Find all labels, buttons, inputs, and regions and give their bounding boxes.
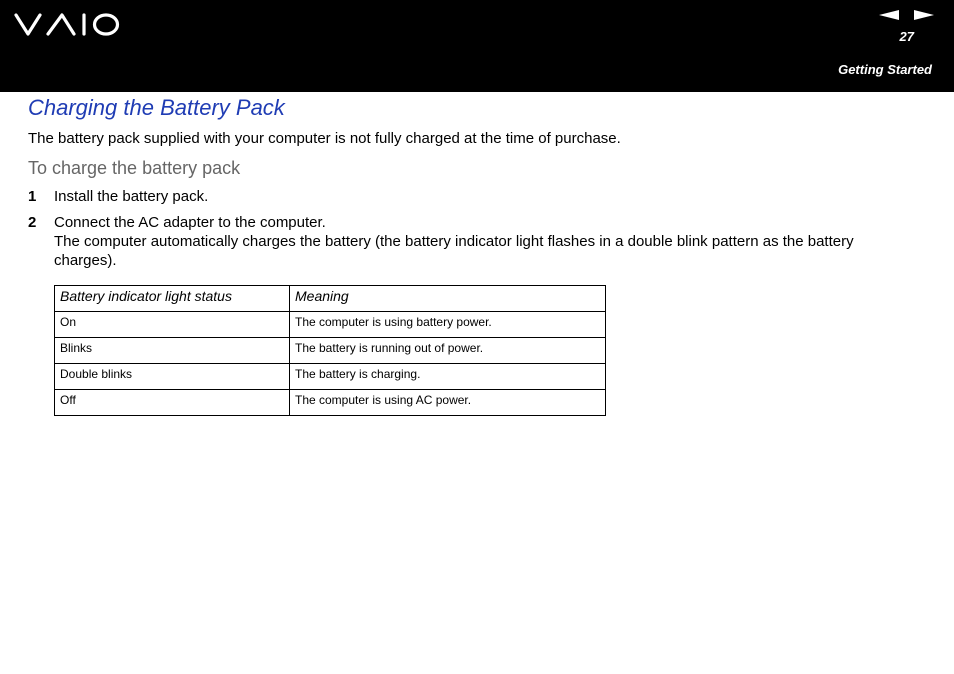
vaio-logo: [14, 12, 120, 38]
step-text: [54, 213, 914, 270]
table-row: [55, 364, 606, 390]
step-line: The computer automatically charges the battery (the battery indicator light flashes in a double blink pattern as the battery charges).: [54, 233, 854, 269]
page-number: 27: [899, 29, 914, 44]
table-cell: Double blinks: [55, 364, 290, 390]
intro-paragraph: The battery pack supplied with your computer is not fully charged at the time of purchase.: [28, 130, 621, 147]
table-row: [55, 338, 606, 364]
arrow-left-icon[interactable]: [879, 10, 899, 20]
page-header: [0, 0, 954, 92]
table-cell: On: [55, 312, 290, 338]
page-title: Charging the Battery Pack: [28, 95, 285, 120]
battery-status-table: [54, 285, 606, 416]
table-row: [55, 312, 606, 338]
step-number: 2: [28, 214, 37, 231]
table-cell: The battery is charging.: [290, 364, 606, 390]
table-cell: The battery is running out of power.: [290, 338, 606, 364]
step-line: Connect the AC adapter to the computer.: [54, 214, 326, 231]
section-title: Getting Started: [838, 62, 932, 77]
arrow-right-icon[interactable]: [914, 10, 934, 20]
table-cell: The computer is using AC power.: [290, 390, 606, 416]
column-header: Meaning: [290, 286, 606, 312]
step-text: [54, 187, 914, 206]
column-header: Battery indicator light status: [55, 286, 290, 312]
step-number: 1: [28, 188, 37, 205]
table-header-row: [55, 286, 606, 312]
table-cell: Blinks: [55, 338, 290, 364]
table-cell: Off: [55, 390, 290, 416]
step-line: Install the battery pack.: [54, 188, 209, 205]
table-cell: The computer is using battery power.: [290, 312, 606, 338]
table-row: [55, 390, 606, 416]
procedure-title: To charge the battery pack: [28, 158, 241, 178]
